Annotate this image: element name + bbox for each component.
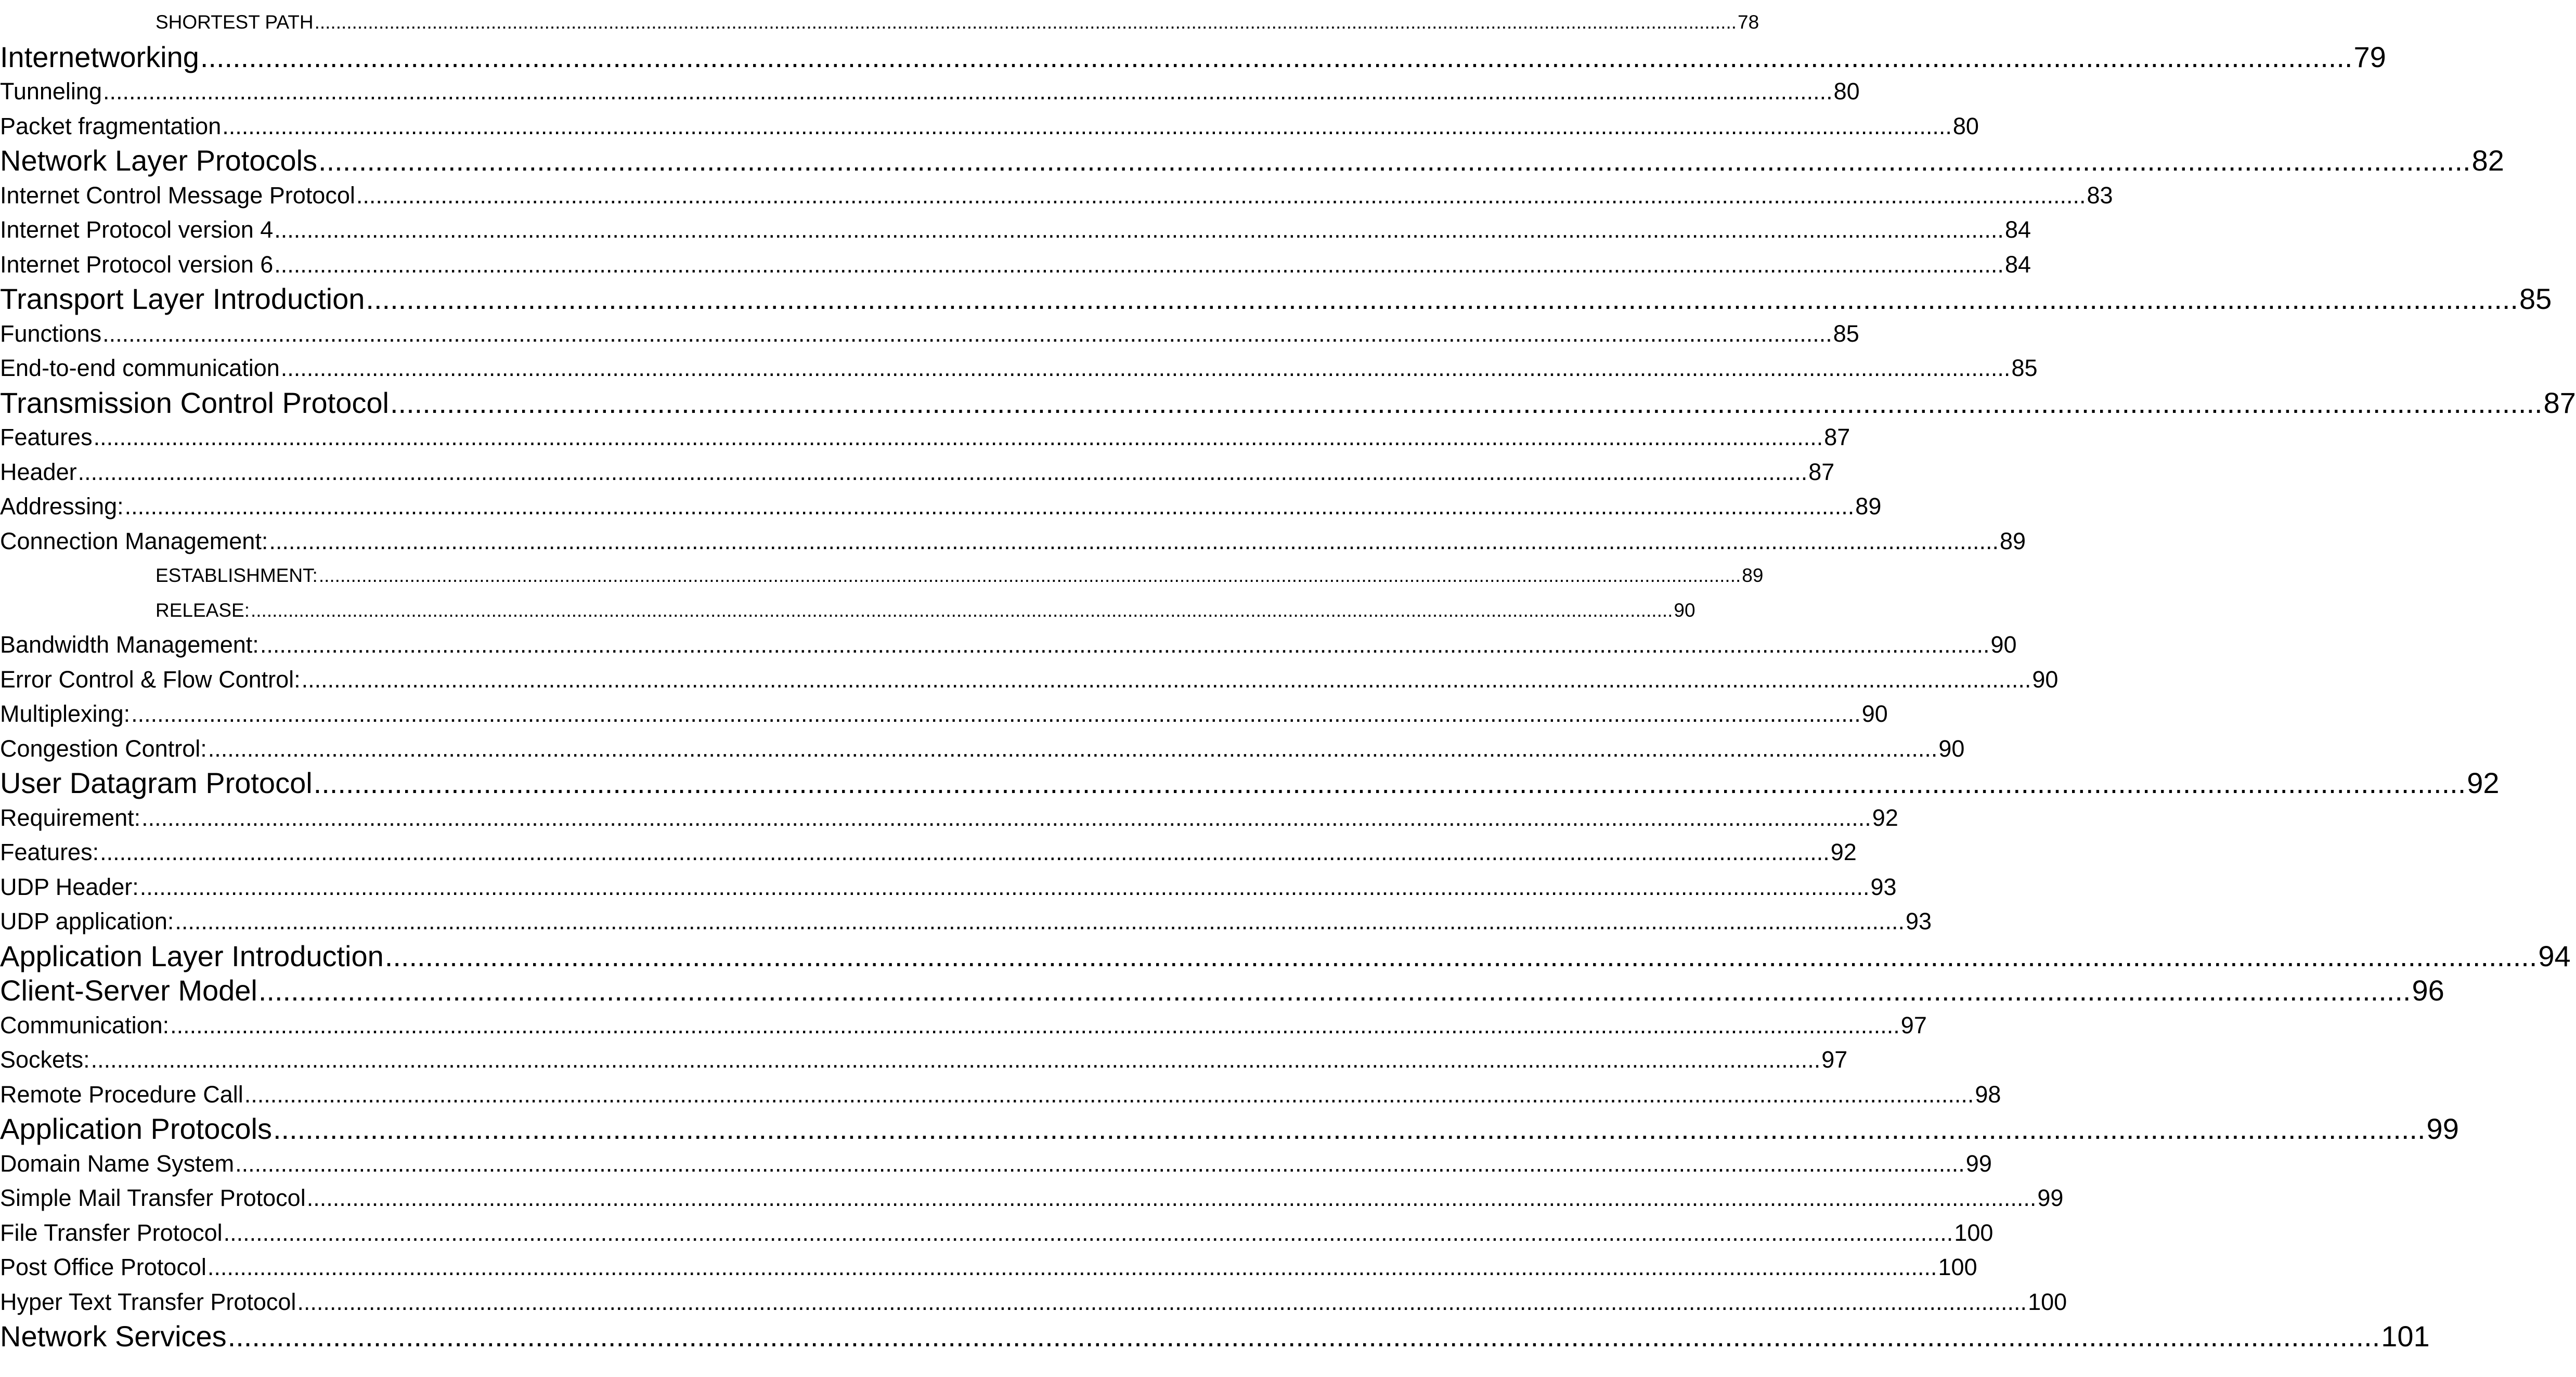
toc-entry-title: Communication: bbox=[0, 1011, 170, 1038]
toc-entry[interactable] bbox=[0, 1147, 1992, 1181]
toc-entry-title: Header bbox=[0, 458, 77, 485]
toc-entry-title: Transport Layer Introduction bbox=[0, 282, 365, 315]
toc-entry-title: Hyper Text Transfer Protocol bbox=[0, 1288, 296, 1315]
toc-entry-title: UDP Header: bbox=[0, 873, 139, 900]
toc-dot-leader: .......................................................................................................................................................................................................................................................................... bbox=[90, 1046, 1821, 1073]
toc-entry[interactable] bbox=[0, 939, 2571, 973]
toc-entry-title: Transmission Control Protocol bbox=[0, 386, 389, 419]
toc-entry-title: Tunneling bbox=[0, 78, 102, 105]
toc-entry-title: Error Control & Flow Control: bbox=[0, 666, 301, 693]
toc-dot-leader: .......................................................................................................................................................................................................................................................................... bbox=[200, 40, 2353, 73]
toc-dot-leader: .......................................................................................................................................................................................................................................................................... bbox=[207, 1254, 1937, 1280]
toc-dot-leader: .......................................................................................................................................................................................................................................................................... bbox=[306, 1185, 2037, 1211]
toc-entry-title: User Datagram Protocol bbox=[0, 767, 313, 799]
toc-entry-title: Sockets: bbox=[0, 1046, 90, 1073]
toc-dot-leader: .......................................................................................................................................................................................................................................................................... bbox=[235, 1150, 1965, 1177]
toc-entry-title: Network Services bbox=[0, 1320, 227, 1353]
toc-dot-leader: .......................................................................................................................................................................................................................................................................... bbox=[222, 112, 1952, 139]
toc-dot-leader: .......................................................................................................................................................................................................................................................................... bbox=[297, 1288, 2027, 1315]
toc-entry[interactable] bbox=[0, 801, 1898, 835]
toc-entry-page-number: 101 bbox=[2381, 1320, 2430, 1353]
toc-entry-title: Internetworking bbox=[0, 40, 199, 73]
toc-dot-leader: .......................................................................................................................................................................................................................................................................... bbox=[93, 424, 1823, 450]
toc-entry[interactable] bbox=[0, 593, 1695, 628]
toc-entry-title: Internet Control Message Protocol bbox=[0, 181, 355, 209]
toc-entry-title: Simple Mail Transfer Protocol bbox=[0, 1185, 306, 1211]
toc-entry-page-number: 92 bbox=[1872, 804, 1898, 831]
toc-entry[interactable] bbox=[0, 317, 1859, 351]
toc-dot-leader: .......................................................................................................................................................................................................................................................................... bbox=[313, 767, 2466, 799]
toc-entry-title: Network Layer Protocols bbox=[0, 144, 318, 177]
toc-dot-leader: .......................................................................................................................................................................................................................................................................... bbox=[318, 565, 1741, 586]
toc-entry[interactable] bbox=[0, 5, 1759, 40]
toc-dot-leader: .......................................................................................................................................................................................................................................................................... bbox=[366, 282, 2518, 315]
toc-entry-page-number: 97 bbox=[1900, 1011, 1927, 1038]
toc-entry-page-number: 78 bbox=[1738, 11, 1759, 33]
toc-dot-leader: .......................................................................................................................................................................................................................................................................... bbox=[141, 804, 1871, 831]
toc-entry[interactable] bbox=[0, 109, 1979, 144]
toc-entry[interactable] bbox=[0, 870, 1897, 904]
toc-dot-leader: .......................................................................................................................................................................................................................................................................... bbox=[223, 1219, 1953, 1246]
toc-dot-leader: .......................................................................................................................................................................................................................................................................... bbox=[269, 527, 1999, 554]
toc-entry-page-number: 93 bbox=[1906, 908, 1932, 934]
toc-entry-title: SHORTEST PATH bbox=[156, 11, 314, 33]
toc-dot-leader: .......................................................................................................................................................................................................................................................................... bbox=[274, 251, 2004, 278]
toc-entry-page-number: 97 bbox=[1821, 1046, 1848, 1073]
toc-entry-title: Internet Protocol version 6 bbox=[0, 251, 274, 278]
toc-entry-page-number: 85 bbox=[1833, 320, 1859, 347]
toc-entry-page-number: 79 bbox=[2353, 40, 2386, 73]
toc-entry-page-number: 99 bbox=[2426, 1112, 2459, 1145]
toc-entry[interactable] bbox=[0, 835, 1857, 869]
toc-entry[interactable] bbox=[0, 1250, 1977, 1284]
toc-entry-page-number: 89 bbox=[1742, 565, 1764, 586]
toc-entry-page-number: 82 bbox=[2471, 144, 2504, 177]
toc-dot-leader: .......................................................................................................................................................................................................................................................................... bbox=[274, 216, 2004, 243]
toc-entry[interactable] bbox=[0, 1008, 1927, 1043]
toc-entry[interactable] bbox=[0, 628, 2017, 662]
toc-entry[interactable] bbox=[0, 558, 1764, 593]
toc-dot-leader: .......................................................................................................................................................................................................................................................................... bbox=[260, 631, 1990, 658]
toc-entry-title: File Transfer Protocol bbox=[0, 1219, 223, 1246]
toc-dot-leader: .......................................................................................................................................................................................................................................................................... bbox=[301, 666, 2031, 693]
toc-entry[interactable] bbox=[0, 1285, 2067, 1319]
toc-entry-page-number: 90 bbox=[1990, 631, 2017, 658]
toc-dot-leader: .......................................................................................................................................................................................................................................................................... bbox=[258, 974, 2411, 1007]
toc-entry-page-number: 90 bbox=[2032, 666, 2059, 693]
toc-dot-leader: .......................................................................................................................................................................................................................................................................... bbox=[273, 1112, 2426, 1145]
toc-entry-page-number: 94 bbox=[2538, 939, 2571, 972]
toc-entry[interactable] bbox=[0, 282, 2552, 316]
toc-dot-leader: .......................................................................................................................................................................................................................................................................... bbox=[314, 11, 1737, 33]
toc-entry-title: Multiplexing: bbox=[0, 700, 131, 727]
toc-entry-title: Domain Name System bbox=[0, 1150, 235, 1177]
toc-entry-title: Bandwidth Management: bbox=[0, 631, 259, 658]
toc-entry[interactable] bbox=[0, 489, 1882, 524]
toc-entry-title: Connection Management: bbox=[0, 527, 268, 554]
toc-entry-title: ESTABLISHMENT: bbox=[156, 565, 318, 586]
toc-entry-page-number: 89 bbox=[1855, 493, 1882, 519]
toc-dot-leader: .......................................................................................................................................................................................................................................................................... bbox=[100, 839, 1830, 865]
toc-entry-page-number: 87 bbox=[1808, 458, 1835, 485]
toc-entry[interactable] bbox=[0, 455, 1835, 489]
toc-entry[interactable] bbox=[0, 1319, 2430, 1354]
toc-entry[interactable] bbox=[0, 1112, 2459, 1146]
toc-entry[interactable] bbox=[0, 1077, 2001, 1112]
toc-entry-page-number: 93 bbox=[1870, 873, 1897, 900]
toc-entry-page-number: 92 bbox=[2467, 767, 2500, 799]
toc-entry-page-number: 100 bbox=[1954, 1219, 1994, 1246]
toc-dot-leader: .......................................................................................................................................................................................................................................................................... bbox=[102, 78, 1833, 105]
toc-entry[interactable] bbox=[0, 40, 2386, 74]
toc-dot-leader: .......................................................................................................................................................................................................................................................................... bbox=[227, 1320, 2380, 1353]
toc-entry-title: UDP application: bbox=[0, 908, 174, 934]
toc-entry-title: Congestion Control: bbox=[0, 735, 207, 762]
toc-entry-page-number: 80 bbox=[1833, 78, 1860, 105]
toc-dot-leader: .......................................................................................................................................................................................................................................................................... bbox=[280, 355, 2011, 381]
toc-entry-title: Features: bbox=[0, 839, 99, 865]
toc-entry[interactable] bbox=[0, 144, 2504, 178]
toc-dot-leader: .......................................................................................................................................................................................................................................................................... bbox=[170, 1011, 1900, 1038]
toc-entry-page-number: 96 bbox=[2412, 974, 2444, 1007]
toc-entry-page-number: 89 bbox=[1999, 527, 2026, 554]
toc-entry-page-number: 85 bbox=[2011, 355, 2038, 381]
toc-dot-leader: .......................................................................................................................................................................................................................................................................... bbox=[102, 320, 1832, 347]
toc-entry-page-number: 83 bbox=[2087, 181, 2113, 209]
toc-entry-page-number: 90 bbox=[1938, 735, 1965, 762]
toc-dot-leader: .......................................................................................................................................................................................................................................................................... bbox=[175, 908, 1905, 934]
toc-dot-leader: .......................................................................................................................................................................................................................................................................... bbox=[390, 386, 2543, 419]
toc-entry[interactable] bbox=[0, 248, 2031, 282]
toc-entry[interactable] bbox=[0, 732, 1965, 766]
toc-entry-page-number: 99 bbox=[2037, 1185, 2064, 1211]
toc-dot-leader: .......................................................................................................................................................................................................................................................................... bbox=[208, 735, 1938, 762]
toc-entry-page-number: 85 bbox=[2519, 282, 2552, 315]
toc-entry-page-number: 90 bbox=[1861, 700, 1888, 727]
toc-entry[interactable] bbox=[0, 766, 2500, 800]
toc-entry[interactable] bbox=[0, 213, 2031, 247]
toc-dot-leader: .......................................................................................................................................................................................................................................................................... bbox=[318, 144, 2471, 177]
toc-entry[interactable] bbox=[0, 697, 1888, 731]
toc-entry-page-number: 87 bbox=[1824, 424, 1850, 450]
toc-entry-page-number: 98 bbox=[1975, 1081, 2001, 1108]
toc-entry[interactable] bbox=[0, 904, 1932, 939]
toc-dot-leader: .......................................................................................................................................................................................................................................................................... bbox=[250, 599, 1673, 621]
toc-entry[interactable] bbox=[0, 74, 1860, 109]
toc-entry-title: Features bbox=[0, 424, 93, 450]
toc-dot-leader: .......................................................................................................................................................................................................................................................................... bbox=[139, 873, 1870, 900]
toc-entry-title: Addressing: bbox=[0, 493, 124, 519]
toc-entry-title: Requirement: bbox=[0, 804, 141, 831]
toc-entry-title: Post Office Protocol bbox=[0, 1254, 206, 1280]
toc-entry-page-number: 80 bbox=[1952, 112, 1979, 139]
toc-dot-leader: .......................................................................................................................................................................................................................................................................... bbox=[384, 939, 2538, 972]
toc-entry-page-number: 100 bbox=[2028, 1288, 2067, 1315]
toc-entry-page-number: 87 bbox=[2543, 386, 2576, 419]
toc-entry[interactable] bbox=[0, 973, 2444, 1008]
toc-entry-page-number: 99 bbox=[1965, 1150, 1992, 1177]
toc-entry[interactable] bbox=[0, 178, 2113, 213]
toc-dot-leader: .......................................................................................................................................................................................................................................................................... bbox=[77, 458, 1808, 485]
toc-entry-page-number: 90 bbox=[1674, 599, 1695, 621]
toc-entry-title: Application Protocols bbox=[0, 1112, 272, 1145]
toc-dot-leader: .......................................................................................................................................................................................................................................................................... bbox=[244, 1081, 1974, 1108]
toc-entry-title: Application Layer Introduction bbox=[0, 939, 384, 972]
toc-dot-leader: .......................................................................................................................................................................................................................................................................... bbox=[356, 181, 2086, 209]
toc-entry[interactable] bbox=[0, 1181, 2064, 1215]
toc-entry[interactable] bbox=[0, 662, 2059, 697]
toc-entry[interactable] bbox=[0, 1043, 1848, 1077]
toc-dot-leader: .......................................................................................................................................................................................................................................................................... bbox=[124, 493, 1855, 519]
toc-entry-page-number: 84 bbox=[2004, 216, 2031, 243]
toc-entry[interactable] bbox=[0, 351, 2038, 385]
toc-entry[interactable] bbox=[0, 524, 2026, 558]
toc-entry[interactable] bbox=[0, 1216, 1994, 1250]
toc-entry-page-number: 92 bbox=[1830, 839, 1857, 865]
toc-entry-title: Client-Server Model bbox=[0, 974, 257, 1007]
toc-entry-title: Packet fragmentation bbox=[0, 112, 222, 139]
toc-entry-title: Functions bbox=[0, 320, 102, 347]
toc-entry[interactable] bbox=[0, 386, 2576, 420]
toc-entry-title: Internet Protocol version 4 bbox=[0, 216, 274, 243]
toc-entry-title: End-to-end communication bbox=[0, 355, 280, 381]
toc-entry-page-number: 100 bbox=[1938, 1254, 1977, 1280]
toc-entry-page-number: 84 bbox=[2004, 251, 2031, 278]
toc-entry-title: Remote Procedure Call bbox=[0, 1081, 243, 1108]
toc-entry-title: RELEASE: bbox=[156, 599, 250, 621]
toc-dot-leader: .......................................................................................................................................................................................................................................................................... bbox=[131, 700, 1861, 727]
toc-entry[interactable] bbox=[0, 420, 1850, 454]
